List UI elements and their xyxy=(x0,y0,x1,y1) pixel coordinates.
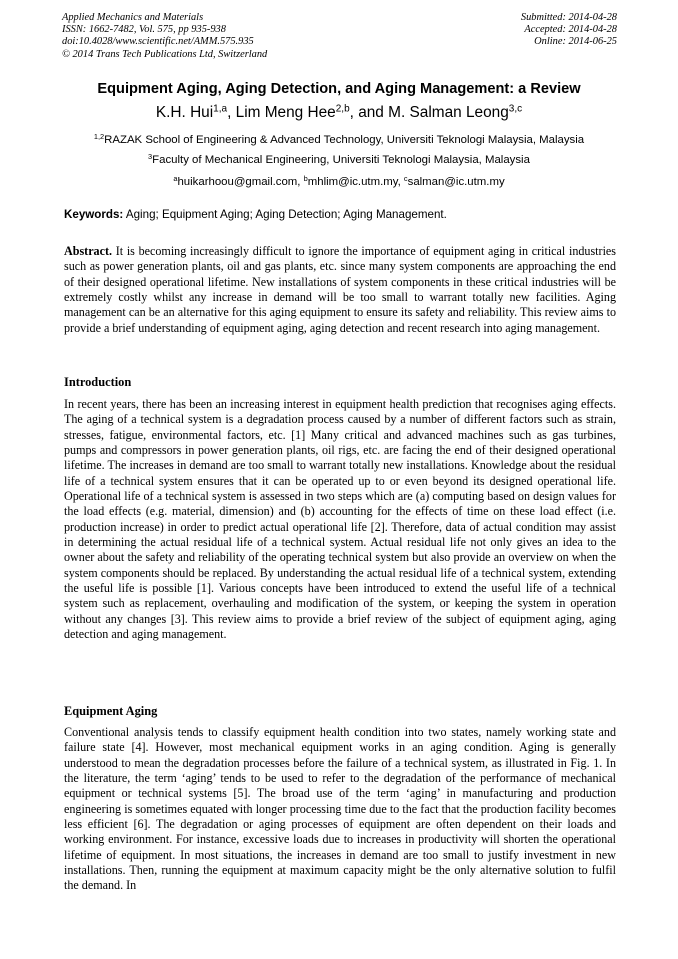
section-heading-introduction: Introduction xyxy=(64,375,132,389)
author-superscript: 3,c xyxy=(508,103,523,115)
journal-info xyxy=(62,12,267,61)
author-separator: , xyxy=(227,104,236,121)
author-emails xyxy=(0,175,678,189)
email-link[interactable]: salman@ic.utm.my xyxy=(407,176,505,188)
email-link[interactable]: mhlim@ic.utm.my, xyxy=(307,176,404,188)
author-list xyxy=(0,103,678,123)
affiliation-superscript: 3 xyxy=(148,151,153,161)
abstract-label: Abstract. xyxy=(64,244,113,258)
publication-dates xyxy=(521,12,617,49)
affiliation-text: Faculty of Mechanical Engineering, Universiti Teknologi Malaysia, Malaysia xyxy=(152,154,530,166)
email-superscript: b xyxy=(303,173,308,183)
journal-doi: doi:10.4028/www.scientific.net/AMM.575.935 xyxy=(62,36,254,48)
author-superscript: 2,b xyxy=(335,103,350,115)
journal-name: Applied Mechanics and Materials xyxy=(62,12,204,23)
keywords xyxy=(64,208,616,222)
author-name: K.H. Hui xyxy=(155,104,214,121)
journal-copyright: © 2014 Trans Tech Publications Ltd, Switzerland xyxy=(62,48,268,60)
abstract xyxy=(64,244,616,336)
keywords-label: Keywords: xyxy=(64,208,124,221)
affiliation-text: RAZAK School of Engineering & Advanced Technology, Universiti Teknologi Malaysia, Malaysia xyxy=(104,134,585,146)
date-submitted: Submitted: 2014-04-28 xyxy=(520,12,617,23)
author-name: Lim Meng Hee xyxy=(235,104,336,121)
section-heading-equipment-aging: Equipment Aging xyxy=(64,704,158,718)
abstract-text: It is becoming increasingly difficult to ignore the importance of equipment aging in critical industries such as power generation plants, oil and gas plants, etc. since many system components are approaching the end of their designed operational lifetime. New installations of system components in these critical industries will be extremely costly whilst any increase in demand will be too small to warrant totally new facilities. Aging management can be an alternative for this aging equipment to ensure its safety and reliability. This review aims to provide a brief understanding of equipment aging, aging detection and recent research into aging management. xyxy=(64,244,616,335)
author-superscript: 1,a xyxy=(213,103,228,115)
affiliation-1 xyxy=(0,133,678,147)
email-superscript: c xyxy=(403,173,408,183)
affiliation-2 xyxy=(0,153,678,167)
date-online: Online: 2014-06-25 xyxy=(534,36,617,48)
email-superscript: a xyxy=(173,173,178,183)
paper-title: Equipment Aging, Aging Detection, and Aging Management: a Review xyxy=(97,81,581,97)
journal-issn: ISSN: 1662-7482, Vol. 575, pp 935-938 xyxy=(62,24,226,36)
email-link[interactable]: huikarhoou@gmail.com, xyxy=(177,176,304,188)
date-accepted: Accepted: 2014-04-28 xyxy=(524,24,617,36)
author-separator: , and xyxy=(349,104,389,121)
author-name: M. Salman Leong xyxy=(388,104,509,121)
keywords-text: Aging; Equipment Aging; Aging Detection; Aging Management. xyxy=(123,208,447,221)
equipment-aging-paragraph: Conventional analysis tends to classify equipment health condition into two states, namely working state and failure state [4]. However, most mechanical equipment works in an aging condition. Aging is generally understood to mean the degradation processes before the failure of a technical system, as illustrated in Fig. 1. In the literature, the term ‘aging’ tends to be used to refer to the degradation of the performance of mechanical equipment or technical systems [5]. The broad use of the term ‘aging’ in manufacturing and production engineering is sometimes equated with longer processing time due to the fact that the production facility becomes less efficient [6]. The degradation or aging processes of equipment are often dependent on their loads and working environment. For instance, excessive loads due to increases in productivity will shorten the operational lifetime of equipment. In most situations, the increases in demand are too small to justify investment in new installations. Then, running the equipment at maximum capacity might be the only alternative solution to fulfil the demand. In xyxy=(64,725,616,893)
affiliation-superscript: 1,2 xyxy=(93,131,105,141)
introduction-paragraph: In recent years, there has been an increasing interest in equipment health prediction that recognises aging effects. The aging of a technical system is a degradation process caused by a number of different factors such as strain, stresses, fatigue, environmental factors, etc. [1] Many critical and advanced machines such as gas turbines, pumps and compressors in power generation plants, oil rigs, etc. are facing the end of their designed operational lifetime. The increases in demand are too small to warrant totally new installations. Knowledge about the residual life of a technical system ensures that it can be operated up to or even beyond its designed operational life. Operational life of a technical system is assessed in two steps which are (a) computing based on design values for the load effects (e.g. material, dimension) and (b) accounting for the effects of time on these load effect (i.e. production increase) in order to predict actual operational life [2]. Therefore, data of actual condition may assist in determining the actual residual life of a technical system. Actual residual life not only gives an idea to the owner about the safety and reliability of the operating technical system but also provide an overview on when the system components should be replaced. By understanding the actual residual life of a technical system, extending the useful life is possible [1]. Various concepts have been introduced to extend the useful life of a technical system such as replacement, overhauling and modification of the system, or keeping the system in operation without any changes [3]. This review aims to provide a brief review of the subject of equipment aging, aging detection and aging management. xyxy=(64,397,616,642)
